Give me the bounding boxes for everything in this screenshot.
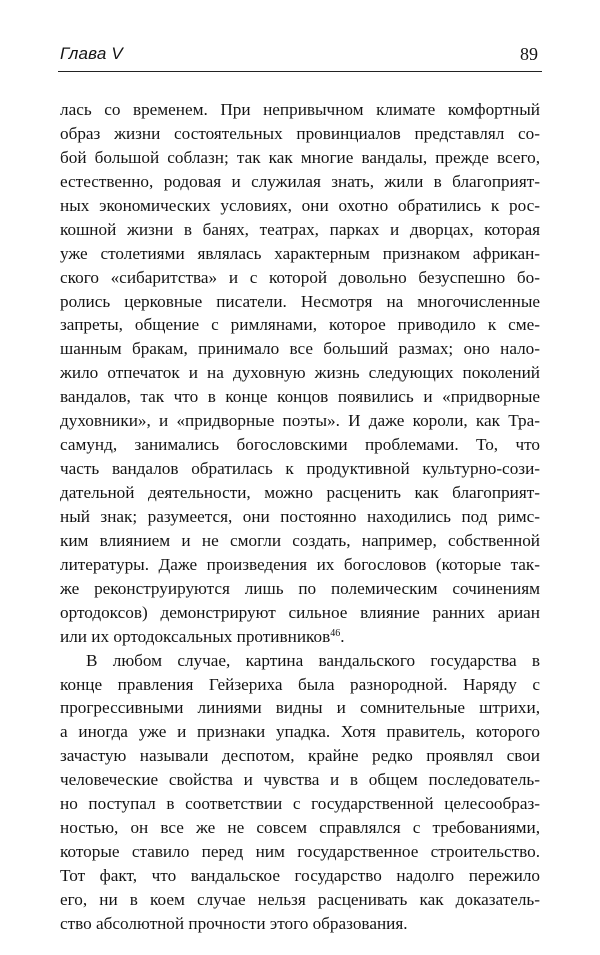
text-line: ный знак; разумеется, они постоянно находились под римс- xyxy=(60,506,540,526)
text-line: литературы. Даже произведения их богословов (которые так- xyxy=(60,554,540,574)
text-line: часть вандалов обратилась к продуктивной культурно-сози- xyxy=(60,459,540,479)
text-line: дательной деятельности, можно расценить как благоприят- xyxy=(60,483,540,502)
text-line: ким влиянием и не смогли создать, например, собственной xyxy=(60,530,540,550)
text-line: или их ортодоксальных противников$^{46}$. xyxy=(60,626,345,646)
text-line: жило отпечаток и на духовную жизнь следующих поколений xyxy=(60,363,540,383)
text-line: которые ставило перед ним государственное строительство. xyxy=(60,842,540,862)
text-line: уже столетиями являлась характерным признаком африкан- xyxy=(60,243,540,263)
text-line: ностью, он все же не совсем справлялся с требованиями, xyxy=(60,818,540,838)
text-line: прогрессивными линиями видны и сомнительные штрихи, xyxy=(60,698,540,718)
text-line: человеческие свойства и чувства и в общем последователь- xyxy=(60,770,540,790)
text-line: конце правления Гейзериха была разнородной. Наряду с xyxy=(60,674,540,694)
text-line: ство абсолютной прочности этого образования. xyxy=(60,913,408,933)
text-line: В любом случае, картина вандальского государства в xyxy=(86,650,540,670)
running-header xyxy=(60,42,540,70)
text-line: запреты, общение с римлянами, которое приводило к сме- xyxy=(60,315,540,335)
text-line: ных экономических условиях, они охотно обратились к рос- xyxy=(60,195,540,215)
text-line: Тот факт, что вандальское государство надолго пережило xyxy=(60,866,540,885)
text-line: его, ни в коем случае нельзя расценивать как доказатель- xyxy=(60,889,540,909)
text-line: духовники», и «придворные поэты». И даже короли, как Тра- xyxy=(60,411,540,431)
text-line: образ жизни состоятельных провинциалов представлял со- xyxy=(60,123,540,143)
text-line: же реконструируются лишь по полемическим сочинениям xyxy=(60,578,540,598)
text-line: ортодоксов) демонстрируют сильное влияние ранних ариан xyxy=(60,602,540,622)
text-line: вандалов, так что в конце концов появились и «придворные xyxy=(60,387,540,407)
text-line: самунд, занимались богословскими проблемами. То, что xyxy=(60,435,540,455)
text-line: естественно, родовая и служилая знать, жили в благоприят- xyxy=(60,171,540,191)
text-line: а иногда уже и признаки упадка. Хотя правитель, которого xyxy=(60,722,540,742)
text-line: зачастую называли деспотом, крайне редко проявлял свои xyxy=(60,746,540,766)
text-line: лась со временем. При непривычном климате комфортный xyxy=(60,100,540,119)
text-line: но поступал в соответствии с государственной целесообраз- xyxy=(60,794,540,814)
text-line: кошной жизни в банях, театрах, парках и дворцах, которая xyxy=(60,219,540,239)
page-number: 89 xyxy=(520,44,538,64)
body-text xyxy=(60,98,540,936)
text-line: бой большой соблазн; так как многие вандалы, прежде всего, xyxy=(60,147,540,167)
text-line: ского «сибаритства» и с которой довольно безуспешно бо- xyxy=(60,267,540,287)
footnote-marker: 46 xyxy=(330,627,341,639)
text-line-content: или их ортодоксальных противников xyxy=(60,626,331,646)
chapter-title: Глава V xyxy=(60,44,123,63)
text-line: ролись церковные писатели. Несмотря на многочисленные xyxy=(60,291,540,311)
text-line: шанным бракам, принимало все больший размах; оно нало- xyxy=(60,339,540,359)
header-rule xyxy=(58,71,542,72)
